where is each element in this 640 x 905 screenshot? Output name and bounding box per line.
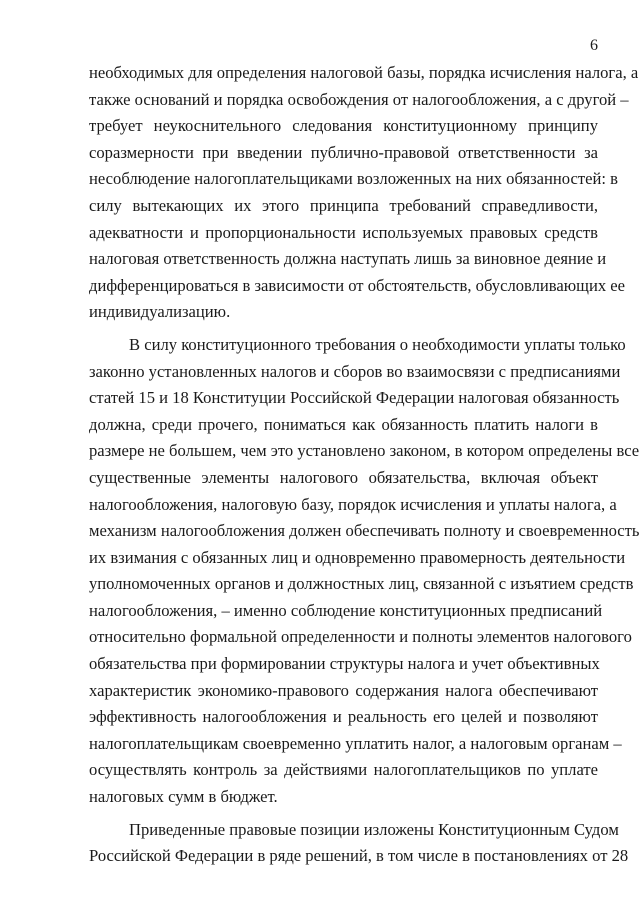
text-line: существенные элементы налогового обязательства, включая объект <box>89 467 598 487</box>
text-line: силу вытекающих их этого принципа требований справедливости, <box>89 195 598 215</box>
page-number: 6 <box>590 37 598 54</box>
text-line: налогообложения, налоговую базу, порядок исчисления и уплаты налога, а <box>89 494 617 514</box>
paragraph-3 <box>89 817 629 870</box>
text-line: соразмерности при введении публично-правовой ответственности за <box>89 142 598 162</box>
text-line: также оснований и порядка освобождения от налогообложения, а с другой – <box>89 89 629 109</box>
text-line: статей 15 и 18 Конституции Российской Федерации налоговая обязанность <box>89 388 620 408</box>
text-line: обязательства при формировании структуры налога и учет объективных <box>89 654 600 674</box>
text-line: размере не большем, чем это установлено законом, в котором определены все <box>89 441 640 461</box>
paragraph-1 <box>89 60 639 326</box>
text-line: осуществлять контроль за действиями налогоплательщиков по уплате <box>89 760 598 780</box>
text-line: налоговых сумм в бюджет. <box>89 787 278 807</box>
text-line: уполномоченных органов и должностных лиц, связанной с изъятием средств <box>89 574 634 594</box>
text-line: механизм налогообложения должен обеспечивать полноту и своевременность <box>89 521 640 541</box>
text-line: адекватности и пропорциональности используемых правовых средств <box>89 222 598 242</box>
text-line: индивидуализацию. <box>89 302 231 322</box>
text-line: налогообложения, – именно соблюдение конституционных предписаний <box>89 600 603 620</box>
text-line: относительно формальной определенности и полноты элементов налогового <box>89 627 632 647</box>
text-line: В силу конституционного требования о необходимости уплаты только <box>129 334 626 354</box>
text-line: характеристик экономико-правового содержания налога обеспечивают <box>89 680 598 700</box>
text-line: несоблюдение налогоплательщиками возложенных на них обязанностей: в <box>89 169 618 189</box>
text-line: законно установленных налогов и сборов во взаимосвязи с предписаниями <box>89 361 621 381</box>
text-line: должна, среди прочего, пониматься как обязанность платить налоги в <box>89 414 598 434</box>
text-line: налоговая ответственность должна наступать лишь за виновное деяние и <box>89 249 607 269</box>
text-line: эффективность налогообложения и реальность его целей и позволяют <box>89 707 598 727</box>
text-line: дифференцироваться в зависимости от обстоятельств, обусловливающих ее <box>89 275 626 295</box>
paragraph-2 <box>89 332 640 811</box>
text-line: необходимых для определения налоговой базы, порядка исчисления налога, а <box>89 63 639 82</box>
text-line: Российской Федерации в ряде решений, в том числе в постановлениях от 28 <box>89 846 629 866</box>
text-line: налогоплательщикам своевременно уплатить налог, а налоговым органам – <box>89 733 622 753</box>
body-text <box>89 60 640 870</box>
text-line: Приведенные правовые позиции изложены Конституционным Судом <box>129 819 619 839</box>
text-line: требует неукоснительного следования конституционному принципу <box>89 116 598 136</box>
text-line: их взимания с обязанных лиц и одновременно правомерность деятельности <box>89 547 626 567</box>
